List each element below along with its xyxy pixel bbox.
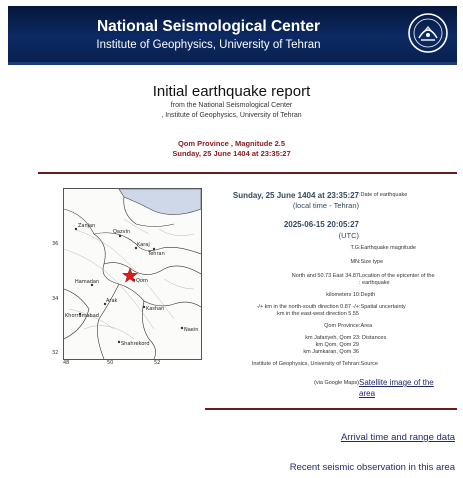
distance-value: km Qom, Qom 29: [315, 342, 359, 348]
epicenter-map[interactable]: [63, 188, 202, 360]
local-date-value: Sunday, 25 June 1404 at 23:35:27: [232, 191, 359, 200]
lon-tick: 48: [63, 360, 70, 366]
uncertainty-value: km in the east-west direction 5.55: [277, 311, 359, 317]
map-label-tehran: Tehran: [148, 251, 165, 257]
lon-tick: 50: [107, 360, 114, 366]
size-type-label: :Size type: [359, 259, 384, 265]
satellite-via: (via Google Maps): [314, 380, 359, 386]
area-value: Qom Province: [324, 323, 359, 329]
area-label: :Area: [359, 323, 373, 329]
event-summary: Qom Province , Magnitude 2.5: [177, 139, 286, 148]
recent-observations-link[interactable]: Recent seismic observation in this area: [289, 462, 455, 473]
caspian-sea: [119, 189, 201, 215]
distance-value: km Jamkaran, Qom 36: [303, 349, 359, 355]
report-title: Initial earthquake report: [152, 83, 311, 100]
lon-tick: 52: [154, 360, 161, 366]
university-logo-icon[interactable]: [407, 12, 449, 54]
depth-label: :Depth: [359, 292, 376, 298]
map-drawing: [64, 189, 201, 359]
site-header: [8, 6, 457, 65]
lat-tick: 36: [52, 241, 59, 247]
location-label: Location of the epicenter of the: [359, 273, 435, 279]
city-markers: [75, 228, 183, 343]
magnitude-label: :Earthquake magnitude: [359, 245, 416, 251]
map-label-arak: Arak: [106, 298, 118, 304]
divider: [205, 408, 457, 410]
lat-tick: 32: [52, 350, 59, 356]
site-title: National Seismological Center: [96, 18, 321, 35]
map-label-kashan: Kashan: [146, 306, 165, 312]
size-type-value: MN: [350, 259, 359, 265]
report-source-line: from the National Seismological Center: [170, 102, 293, 109]
source-value: Institute of Geophysics, University of Tehran: [251, 361, 359, 367]
utc-date-value: 2025-06-15 20:05:27: [283, 220, 359, 229]
date-label: :Date of earthquake: [359, 192, 408, 198]
distance-value: km Jafariyeh, Qom 23: [305, 335, 359, 341]
local-timezone: (local time - Tehran): [292, 201, 359, 210]
utc-timezone: (UTC): [338, 231, 359, 240]
uncertainty-value: -/+ km in the north-south direction 0.87 -/+: [256, 304, 359, 310]
site-subtitle: Institute of Geophysics, University of Tehran: [96, 39, 321, 51]
lat-tick: 34: [52, 296, 59, 302]
event-datetime: Sunday, 25 June 1404 at 23:35:27: [172, 149, 291, 158]
depth-value: kilometers 10: [326, 292, 359, 298]
map-label-karaj: Karaj: [137, 242, 150, 248]
satellite-image-link[interactable]: Satellite image of the: [359, 378, 434, 387]
report-source-line: , Institute of Geophysics, University of Tehran: [161, 112, 302, 119]
map-label-nain: Naein: [184, 327, 199, 333]
magnitude-value: T.G: [350, 245, 359, 251]
arrival-time-link[interactable]: Arrival time and range data: [340, 432, 455, 443]
map-label-zanjan: Zanjan: [78, 223, 96, 229]
divider: [38, 172, 457, 174]
map-label-qom: Qom: [136, 278, 148, 284]
location-label: : earthquake: [359, 280, 390, 286]
location-value: North and 50.73 East 34.87: [291, 273, 359, 279]
uncertainty-label: :Spatial uncertainty: [359, 304, 406, 310]
map-label-qazvin: Qazvin: [113, 229, 131, 235]
map-label-shahrekord: Shahrekord: [121, 341, 150, 347]
source-label: :Source: [359, 361, 378, 367]
map-label-hamadan: Hamadan: [75, 279, 100, 285]
map-label-khorramabad: Khorramabad: [65, 313, 99, 319]
satellite-image-link[interactable]: area: [359, 389, 376, 398]
distance-label: : Distances: [359, 335, 387, 341]
